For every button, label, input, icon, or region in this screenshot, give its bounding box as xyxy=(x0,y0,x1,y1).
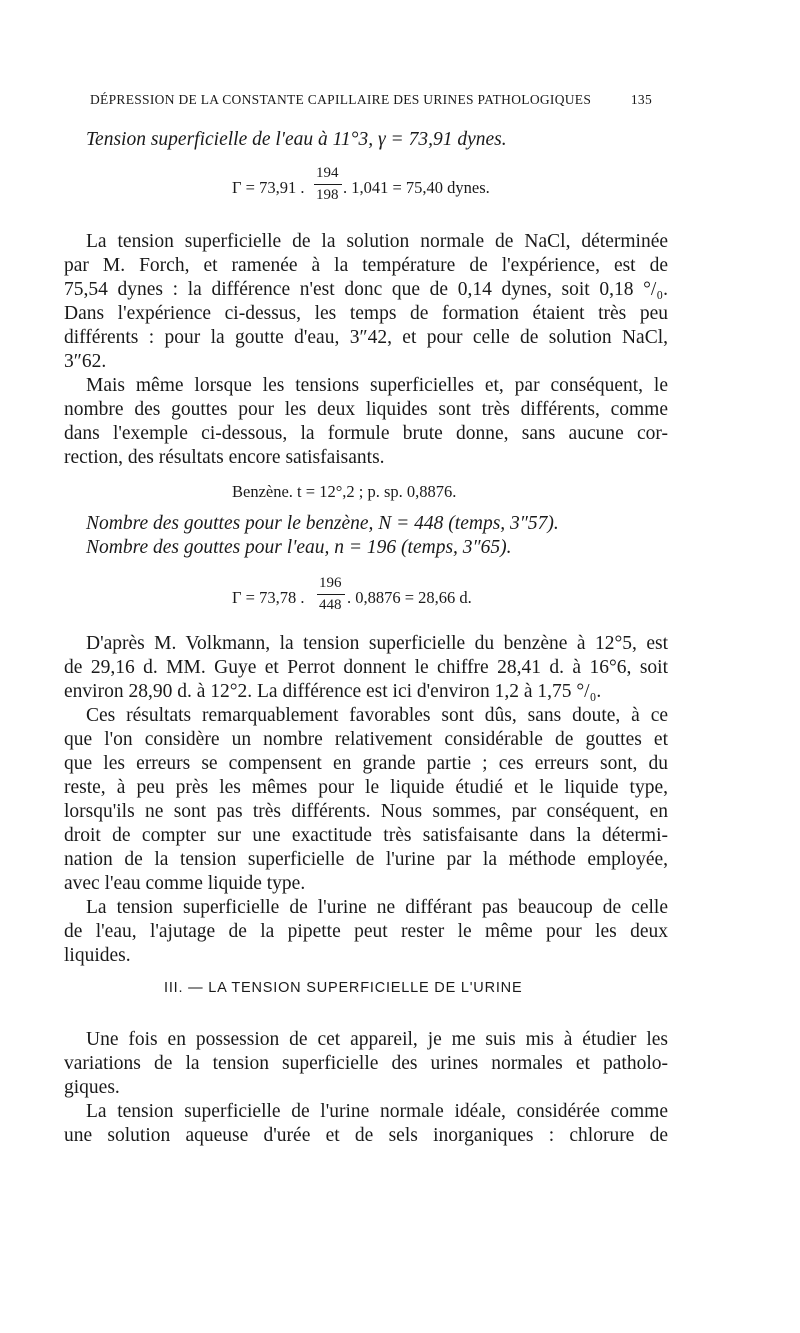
para3-line-2: de 29,16 d. MM. Guye et Perrot donnent le chiffre 28,41 d. à 16°6, soit xyxy=(64,657,668,678)
para1-line-6: 3″62. xyxy=(64,351,107,372)
para4-line-6: droit de compter sur une exactitude très satisfaisante dans la détermi- xyxy=(64,825,668,846)
eq2-fraction-bar xyxy=(317,594,345,595)
eq1-denominator: 198 xyxy=(316,187,339,203)
water-drops: Nombre des gouttes pour l'eau, n = 196 (temps, 3″65). xyxy=(86,537,512,558)
section-title: III. — LA TENSION SUPERFICIELLE DE L'URINE xyxy=(164,980,523,996)
benzene-drops: Nombre des gouttes pour le benzène, N = 448 (temps, 3″57). xyxy=(86,513,559,534)
page-number: 135 xyxy=(630,92,652,107)
eq1-numerator: 194 xyxy=(316,165,339,181)
para6-line-1: Une fois en possession de cet appareil, je me suis mis à étudier les xyxy=(86,1029,668,1050)
eq1-right: . 1,041 = 75,40 dynes. xyxy=(343,178,490,197)
para1-line-2: par M. Forch, et ramenée à la température de l'expérience, est de xyxy=(64,255,668,276)
eq2-denominator: 448 xyxy=(319,597,342,613)
eq2-left: Γ = 73,78 . xyxy=(232,588,305,607)
para6-line-2: variations de la tension superficielle des urines normales et patholo- xyxy=(64,1053,668,1074)
para5-line-2: de l'eau, l'ajutage de la pipette peut rester le même pour les deux xyxy=(64,921,668,942)
para4-line-4: reste, à peu près les mêmes pour le liquide étudié et le liquide type, xyxy=(64,777,668,798)
para4-line-5: lorsqu'ils ne sont pas très différents. Nous sommes, par conséquent, en xyxy=(64,801,668,822)
para4-line-3: que les erreurs se compensent en grande partie ; ces erreurs sont, du xyxy=(64,753,668,774)
para2-line-3: dans l'exemple ci-dessous, la formule brute donne, sans aucune cor- xyxy=(64,423,668,444)
para4-line-8: avec l'eau comme liquide type. xyxy=(64,873,306,894)
para3-line-3: environ 28,90 d. à 12°2. La différence est ici d'environ 1,2 à 1,75 °/₀. xyxy=(64,681,602,702)
para2-line-1: Mais même lorsque les tensions superficielles et, par conséquent, le xyxy=(86,375,668,396)
eq1-fraction-bar xyxy=(314,184,342,185)
running-title: DÉPRESSION DE LA CONSTANTE CAPILLAIRE DES URINES PATHOLOGIQUES xyxy=(90,92,592,107)
para4-line-2: que l'on considère un nombre relativement considérable de gouttes et xyxy=(64,729,668,750)
para3-line-1: D'après M. Volkmann, la tension superficielle du benzène à 12°5, est xyxy=(86,633,668,654)
benzene-line: Benzène. t = 12°,2 ; p. sp. 0,8876. xyxy=(232,482,457,501)
para2-line-2: nombre des gouttes pour les deux liquides sont très différents, comme xyxy=(64,399,668,420)
eq2-right: . 0,8876 = 28,66 d. xyxy=(347,588,472,607)
para1-line-5: différents : pour la goutte d'eau, 3″42, et pour celle de solution NaCl, xyxy=(64,327,668,348)
para6-line-3: giques. xyxy=(64,1077,120,1098)
para7-line-1: La tension superficielle de l'urine normale idéale, considérée comme xyxy=(86,1101,668,1122)
para7-line-2: une solution aqueuse d'urée et de sels inorganiques : chlorure de xyxy=(64,1125,668,1146)
para4-line-7: nation de la tension superficielle de l'urine par la méthode employée, xyxy=(64,849,668,870)
para1-line-4: Dans l'expérience ci-dessus, les temps de formation étaient très peu xyxy=(64,303,668,324)
eq1-left: Γ = 73,91 . xyxy=(232,178,305,197)
eq1-heading: Tension superficielle de l'eau à 11°3, γ = 73,91 dynes. xyxy=(86,129,507,150)
para5-line-1: La tension superficielle de l'urine ne différant pas beaucoup de celle xyxy=(86,897,668,918)
para1-line-3: 75,54 dynes : la différence n'est donc que de 0,14 dynes, soit 0,18 °/₀. xyxy=(64,279,668,300)
para4-line-1: Ces résultats remarquablement favorables sont dûs, sans doute, à ce xyxy=(86,705,668,726)
para2-line-4: rection, des résultats encore satisfaisants. xyxy=(64,447,385,468)
eq2-numerator: 196 xyxy=(319,575,342,591)
para1-line-1: La tension superficielle de la solution normale de NaCl, déterminée xyxy=(86,231,668,252)
para5-line-3: liquides. xyxy=(64,945,131,966)
